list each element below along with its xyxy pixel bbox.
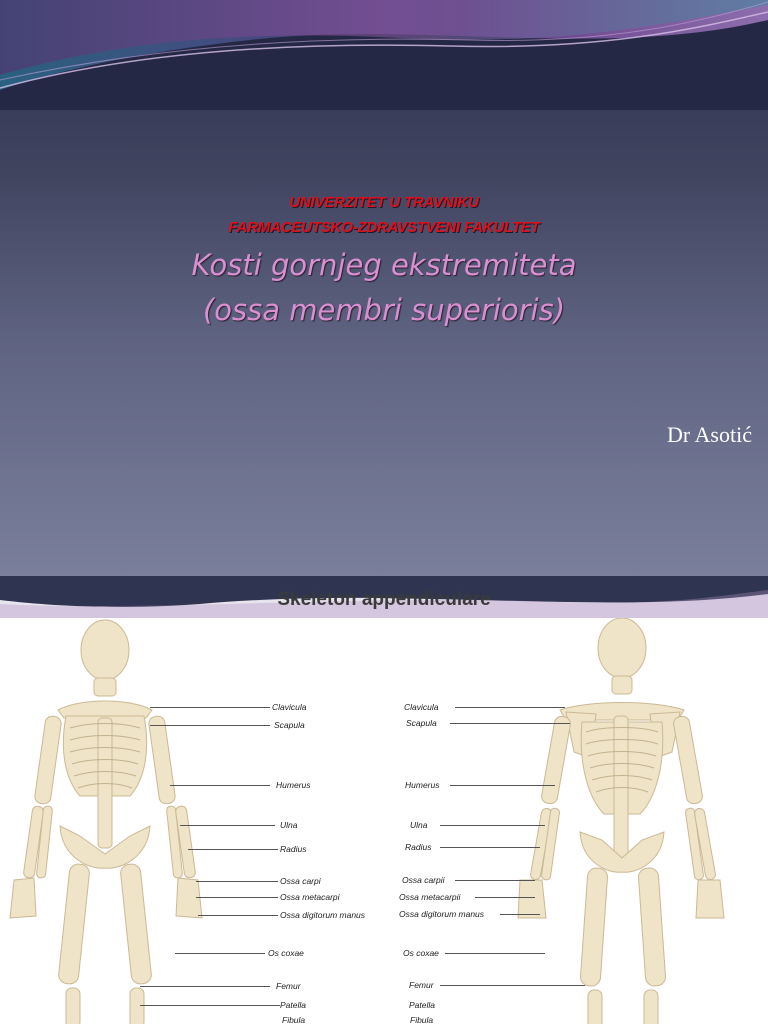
label-right-humerus: Humerus xyxy=(405,780,440,790)
label-right-femur: Femur xyxy=(409,980,434,990)
author-name: Dr Asotić xyxy=(667,422,752,447)
faculty-name: FARMACEUTSKO-ZDRAVSTVENI FAKULTET xyxy=(228,219,540,236)
label-left-os-coxae: Os coxae xyxy=(268,948,304,958)
label-right-ossa-digitorum: Ossa digitorum manus xyxy=(399,909,485,919)
label-left-ossa-carpi: Ossa carpi xyxy=(280,876,321,886)
slide2-header xyxy=(0,576,768,618)
label-left-ossa-metacarpi: Ossa metacarpi xyxy=(280,892,340,902)
label-left-radius: Radius xyxy=(280,844,307,854)
label-right-ossa-metacarpii: Ossa metacarpii xyxy=(399,892,461,902)
label-right-os-coxae: Os coxae xyxy=(403,948,439,958)
label-left-ossa-digitorum: Ossa digitorum manus xyxy=(280,910,366,920)
label-right-scapula: Scapula xyxy=(406,718,437,728)
label-right-ossa-carpii: Ossa carpii xyxy=(402,875,445,885)
slide2-title: Skeleton appendiculare xyxy=(277,589,491,610)
slide-title-line1: Kosti gornjeg ekstremiteta xyxy=(191,248,577,282)
label-right-patella: Patella xyxy=(409,1000,435,1010)
university-name: UNIVERZITET U TRAVNIKU xyxy=(289,194,479,211)
skeleton-slide xyxy=(0,576,768,1024)
skeleton-illustration xyxy=(0,618,768,1024)
label-left-femur: Femur xyxy=(276,981,301,991)
header-wave-decoration xyxy=(0,0,768,110)
label-left-clavicula: Clavicula xyxy=(272,702,307,712)
label-left-humerus: Humerus xyxy=(276,780,311,790)
label-right-fibula: Fibula xyxy=(410,1015,434,1024)
label-left-ulna: Ulna xyxy=(280,820,298,830)
slide-title-line2: (ossa membri superioris) xyxy=(202,293,566,327)
label-right-ulna: Ulna xyxy=(410,820,428,830)
label-right-clavicula: Clavicula xyxy=(404,702,439,712)
label-right-radius: Radius xyxy=(405,842,432,852)
label-left-patella: Patella xyxy=(280,1000,306,1010)
label-left-fibula: Fibula xyxy=(282,1015,306,1024)
skeleton-figure xyxy=(0,618,768,1024)
label-left-scapula: Scapula xyxy=(274,720,305,730)
